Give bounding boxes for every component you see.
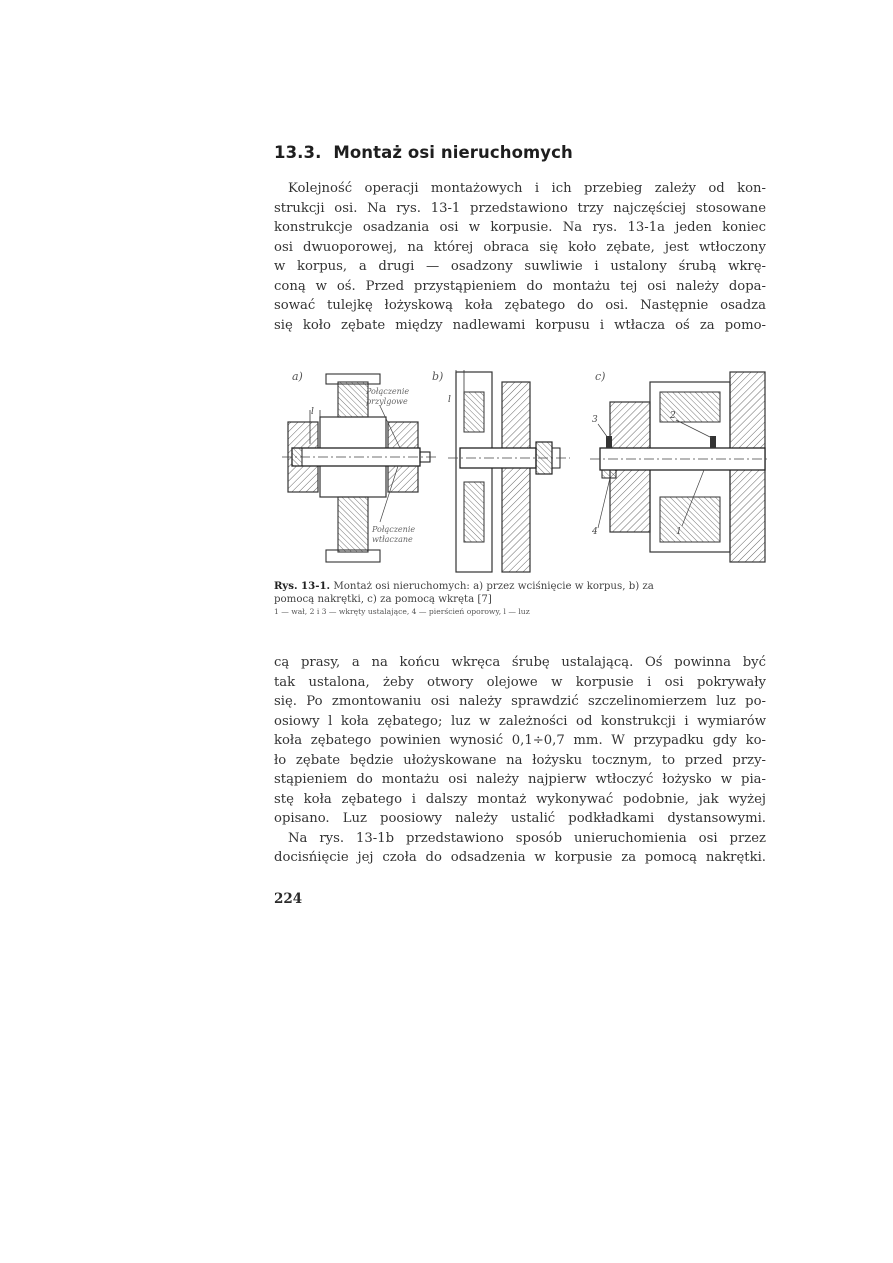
drawing-c [590, 370, 770, 562]
part-label-2: 2 [670, 411, 676, 421]
paragraph-line: osi dwuoporowej, na której obraca się koło zębate, jest wtłoczony [274, 239, 766, 255]
note-top-1: Połączenie [366, 387, 410, 396]
caption-line-1 [274, 580, 774, 594]
paragraph-line: strukcji osi. Na rys. 13-1 przedstawiono trzy najczęściej stosowane [274, 200, 766, 216]
technical-drawing-figure [280, 362, 770, 577]
note-bottom-1: Połączenie [372, 525, 416, 534]
paragraph-line: opisano. Luz poosiowy należy ustalić podkładkami dystansowymi. [274, 811, 766, 826]
figure-label-c: c) [595, 370, 606, 383]
figure-label-a: a) [292, 370, 303, 383]
page-number: 224 [274, 891, 303, 907]
axle-mounting-drawing [280, 362, 770, 577]
paragraph-1 [274, 179, 766, 335]
paragraph-2 [274, 653, 766, 868]
paragraph-line: docisńięcie jej czoła do odsadzenia w korpusie za pomocą nakrętki. [274, 850, 766, 865]
caption-legend: 1 — wał, 2 i 3 — wkręty ustalające, 4 — pierścień oporowy, l — luz [274, 607, 530, 616]
paragraph-line: tak ustalona, żeby otwory olejowe w korpusie i osi pokrywały [274, 674, 766, 690]
paragraph-line: się koło zębate między nadlewami korpusu i wtłacza oś za pomo- [274, 317, 766, 333]
paragraph-line: Na rys. 13-1b przedstawiono sposób unieruchomienia osi przez [288, 830, 766, 846]
paragraph-line: osiowy l koła zębatego; luz w zależności od konstrukcji i wymiarów [274, 713, 766, 729]
drawing-a [282, 370, 438, 562]
paragraph-line: sować tulejkę łożyskową koła zębatego do osi. Następnie osadza [274, 298, 766, 313]
note-top-2: przylgowe [366, 397, 408, 406]
drawing-b [432, 370, 570, 572]
paragraph-line: coną w oś. Przed przystąpieniem do montażu tej osi należy dopa- [274, 278, 766, 294]
note-bottom-2: wtłaczane [372, 535, 413, 544]
caption-line-2: pomocą nakrętki, c) za pomocą wkręta [7] [274, 593, 492, 605]
part-label-1: 1 [676, 527, 682, 537]
caption-label: Rys. 13-1. [274, 580, 331, 592]
caption-text: Montaż osi nieruchomych: a) przez wciśnięcie w korpus, b) za [330, 581, 654, 592]
paragraph-line: stę koła zębatego i dalszy montaż wykonywać podobnie, jak wyżej [274, 791, 766, 807]
paragraph-line: koła zębatego powinien wynosić 0,1÷0,7 mm. W przypadku gdy ko- [274, 733, 766, 748]
paragraph-line: konstrukcje osadzania osi w korpusie. Na rys. 13-1a jeden koniec [274, 220, 766, 235]
paragraph-line: stąpieniem do montażu osi należy najpierw wtłoczyć łożysko w pia- [274, 772, 766, 787]
part-label-3: 3 [592, 415, 598, 425]
gap-label-a: l [311, 407, 314, 417]
gap-label-b: l [448, 395, 451, 405]
section-number: 13.3. [274, 143, 322, 162]
section-heading [274, 143, 573, 162]
paragraph-line: się. Po zmontowaniu osi należy sprawdzić szczelinomierzem luz po- [274, 694, 766, 709]
part-label-4: 4 [592, 527, 598, 537]
paragraph-line: ło zębate będzie ułożyskowane na łożysku tocznym, to przed przy- [274, 752, 766, 768]
figure-label-b: b) [432, 370, 444, 383]
paragraph-line: w korpus, a drugi — osadzony suwliwie i ustalony śrubą wkrę- [274, 259, 766, 274]
section-title: Montaż osi nieruchomych [333, 143, 573, 162]
figure-caption [274, 580, 774, 617]
paragraph-line: Kolejność operacji montażowych i ich przebieg zależy od kon- [288, 181, 766, 196]
paragraph-line: cą prasy, a na końcu wkręca śrubę ustalającą. Oś powinna być [274, 655, 766, 670]
